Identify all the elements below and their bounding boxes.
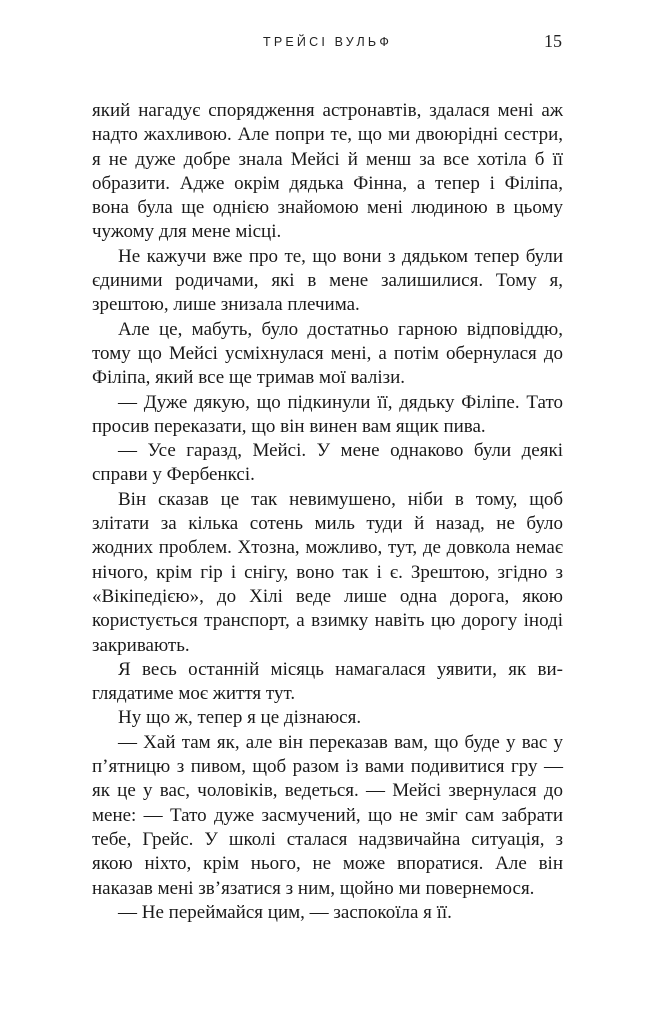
- page-number: 15: [544, 31, 562, 51]
- body-text: [92, 99, 563, 925]
- dialogue-paragraph: — Хай там як, але він переказав вам, що буде у вас у п’ятницю з пивом, щоб разом із вами подивитися гру — як це у вас, чоловіків, ведеться. — Мейсі звернулася до мене: — Тато дуже засмучений, що не зміг сам забрати тебе, Грейс. У школі сталася надзвичайна ситуація, з якою ніхто, крім нього, не може впоратися. Але він наказав мені зв’язатися з ним, щойно ми повернемося.: [92, 731, 563, 899]
- paragraph: Ну що ж, тепер я це дізнаюся.: [118, 707, 362, 729]
- dialogue-paragraph: — Не переймайся цим, — заспокоїла я її.: [118, 901, 452, 923]
- dialogue-paragraph: — Усе гаразд, Мейсі. У мене однаково були деякі справи у Фербенксі.: [92, 440, 563, 486]
- paragraph: Але це, мабуть, було достатньо гарною відповіддю, тому що Мейсі усміхнулася мені, а потім обернулася до Філіпа, який все ще тримав мої валізи.: [92, 318, 563, 389]
- paragraph: Я весь останній місяць намагалася уявити, як виглядатиме моє життя тут.: [92, 658, 563, 705]
- paragraph: Не кажучи вже про те, що вони з дядьком тепер були єдиними родичами, які в мене залишилися. Тому я, зрештою, лише знизала плечима.: [92, 245, 563, 316]
- paragraph: Він сказав це так невимушено, ніби в тому, щоб злітати за кілька сотень миль туди й назад, не було жодних проблем. Хтозна, можливо, тут, де довкола немає нічого, крім гір і снігу, воно так і є. Зрештою, згідно з «Вікіпедією», до Хілі веде лише одна дорога, якою користується транспорт, а взимку навіть цю дорогу іноді закривають.: [92, 488, 563, 656]
- running-head-author: ТРЕЙСІ ВУЛЬФ: [263, 35, 393, 49]
- dialogue-paragraph: — Дуже дякую, що підкинули її, дядьку Філіпе. Тато просив переказати, що він винен вам ящик пива.: [92, 391, 563, 437]
- paragraph-continued: який нагадує спорядження астронавтів, здалася мені аж надто жахливою. Але попри те, що ми двоюрідні сестри, я не дуже добре знала Мейсі й менш за все хотіла б її образити. Адже окрім дядька Фінна, а тепер і Філіпа, вона була ще однією знайомою мені людиною в цьому чужому для мене місці.: [92, 100, 563, 243]
